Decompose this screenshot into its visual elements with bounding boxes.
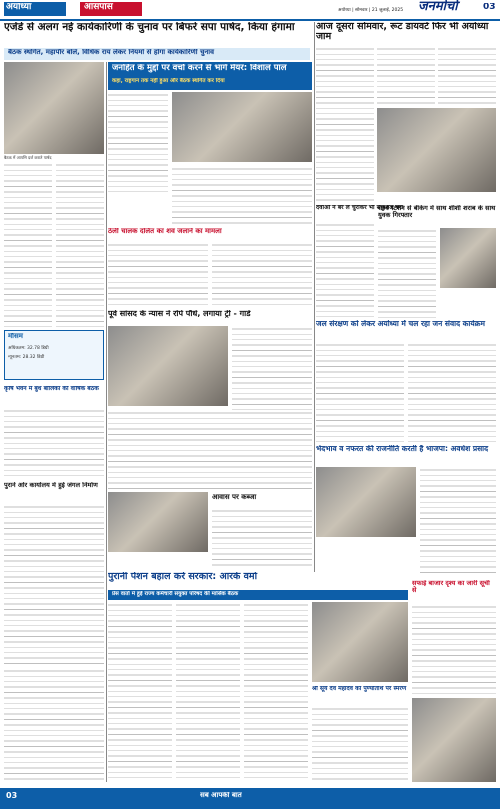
story2-body	[108, 92, 168, 192]
story10-body	[108, 602, 172, 782]
footer-page: 03	[6, 792, 18, 800]
story3-body-2	[377, 46, 435, 106]
lead-headline: एजेंडे से अलग नई कार्यकारिणी के चुनाव पर बिफरे सपा पार्षद, किया हंगामा	[4, 22, 295, 33]
dateline: अयोध्या | सोमवार | 21 जुलाई, 2025	[338, 8, 404, 13]
story12-headline: सफाई बाजार दृश्य का जारी सूची से	[412, 580, 490, 595]
lead-body-left	[4, 162, 52, 327]
story8-body	[316, 342, 404, 442]
story9-headline: भेदभाव व नफरत की राजनीति करती है भाजपा: अवधेश प्रसाद	[316, 445, 489, 453]
story11-headline: आवास पर कब्जा	[212, 494, 257, 501]
story10-body-2	[176, 602, 240, 782]
story10-headline: पुरानी पेंशन बहाल करे सरकार: आरके वर्मा	[108, 572, 258, 582]
masthead: जनमोर्चा	[418, 0, 458, 14]
story3-headline: आज दूसरा सोमवार, रूट डायवर्ट फिर भी अयोध्या जाम	[316, 22, 489, 43]
weather-min: न्यूनतम: 28.32 डिग्री	[8, 355, 45, 360]
story11-photo	[108, 492, 208, 552]
story2-headline: जनहित के मुद्दों पर वर्चा करने से भागे मेयर: विशाल पाल	[112, 64, 287, 73]
weather-title: मौसम	[8, 333, 23, 340]
section-right-label: आसपास	[84, 3, 113, 12]
story15-body	[4, 504, 104, 664]
story9-photo	[316, 467, 416, 537]
story9-body	[420, 467, 496, 577]
story11-body	[212, 508, 312, 568]
story14-headline: कृषि भवन में बुध बालिका की वार्षिक बैठक	[4, 386, 99, 392]
story2-body-right	[172, 166, 312, 226]
mid-body	[108, 410, 312, 490]
story3-photo	[377, 108, 496, 192]
footer-label: सब आपकी बात	[200, 792, 242, 799]
left-bottom-body	[4, 668, 104, 782]
story2-subhead: कहा, राष्ट्रगान तक नहीं हुआ और बैठक स्थगित कर दिया	[112, 78, 225, 84]
story3-body-3	[438, 46, 496, 106]
story7-photo	[108, 326, 228, 406]
story4-headline: दवाओं ने बर ले चुराकर भी सकुशल बरा	[316, 205, 404, 211]
top-header	[0, 0, 500, 20]
story10-body-3	[244, 602, 308, 782]
header-rule	[0, 19, 500, 21]
story5-photo	[440, 228, 496, 288]
story8-headline: जल संरक्षण को लेकर अयोध्या में चल रहा जन संवाद कार्यक्रम	[316, 320, 485, 328]
story4-body	[316, 222, 374, 317]
lead-photo-caption: बैठक में आपत्ति दर्ज कराते पार्षद	[4, 155, 52, 160]
section-left-label: अयोध्या	[6, 3, 32, 12]
weather-max: अधिकतम: 32.78 डिग्री	[8, 346, 49, 351]
story10-subhead: प्रेस वार्ता में हुई राज्य कर्मचारी संयुक्त परिषद की मासिक बैठक	[112, 591, 239, 597]
story6-body-2	[212, 242, 312, 306]
story6-body	[108, 242, 208, 306]
page-number: 03	[483, 3, 496, 12]
story2-photo	[172, 92, 312, 162]
lead-body-mid	[56, 162, 104, 327]
story13-body	[312, 706, 408, 782]
story13-photo	[412, 698, 496, 782]
story5-headline: रेलवे स्टेशन से बेकिंग में साथ शीशी शराब के साथ युवक गिरफ्तार	[378, 205, 496, 220]
story6-headline: ठेली चालक दलित का शव जलाने का मामला	[108, 228, 222, 235]
story7-headline: पूर्व सांसद के न्यास ने रोपे पौधे, लगाया ट्री - गार्ड	[108, 310, 251, 318]
story12-body	[412, 604, 496, 694]
story15-headline: पुराने ओर कार्यालय में हुई जंगल निर्माण	[4, 482, 98, 489]
col-rule-2	[314, 22, 315, 572]
lead-subhead: बैठक स्थगित, महापौर बोले, विधिक राय लेकर नियमों से होगा कार्यकारिणी चुनाव	[8, 49, 215, 56]
col-rule-1	[106, 62, 107, 782]
lead-photo	[4, 62, 104, 154]
story3-body	[316, 46, 374, 206]
story10-photo	[312, 602, 408, 682]
story13-headline: श्री सूर्य देव महादेव को पुण्यतिथि पर स्मरण	[312, 686, 407, 692]
story5-body	[378, 228, 436, 318]
story8-body-2	[408, 342, 496, 442]
story14-body	[4, 408, 104, 478]
